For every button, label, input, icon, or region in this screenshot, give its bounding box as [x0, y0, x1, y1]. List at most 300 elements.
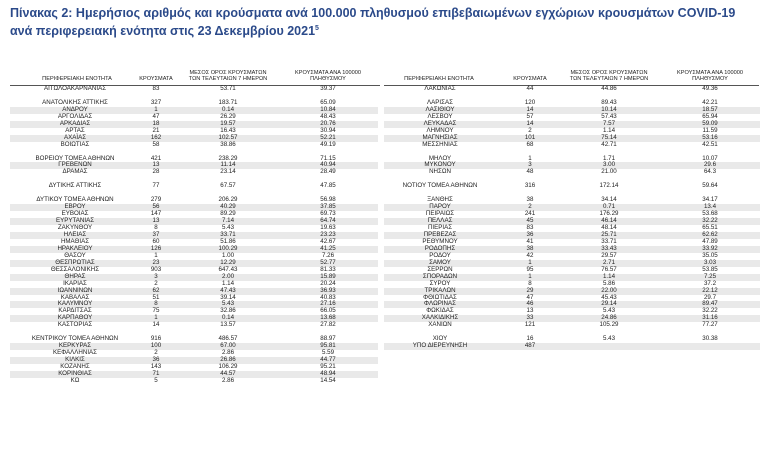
cell-avg: 10.14: [601, 105, 617, 113]
cell-cases: 18: [152, 119, 160, 127]
cell-unit: ΖΑΚΥΝΘΟΥ: [57, 224, 93, 231]
cell-avg: 2.71: [602, 258, 616, 266]
cell-cases: 2: [528, 203, 532, 211]
cell-rate: 65.09: [320, 98, 336, 106]
cell-unit: ΡΟΔΟΥ: [429, 251, 451, 259]
cell-rate: 10.84: [320, 105, 336, 113]
cell-unit: ΕΥΡΥΤΑΝΙΑΣ: [55, 217, 95, 225]
cell-avg: 486.57: [218, 335, 238, 343]
cell-cases: 916: [150, 335, 162, 343]
cell-unit: ΜΗΛΟΥ: [428, 154, 452, 162]
cell-cases: 1: [528, 154, 532, 162]
header-unit: [384, 76, 494, 82]
cell-avg: 23.14: [220, 168, 236, 176]
cell-cases: 101: [524, 133, 536, 141]
cell-avg: 67.57: [220, 182, 236, 190]
cell-avg: 33.71: [601, 237, 617, 245]
cell-avg: 21.00: [601, 168, 617, 176]
cell-rate: 48.43: [320, 112, 336, 120]
cell-rate: 48.94: [320, 369, 336, 377]
cell-avg: 26.29: [220, 112, 236, 120]
cell-unit: ΑΝΔΡΟΥ: [62, 105, 88, 113]
cell-rate: 64.3: [703, 168, 717, 176]
cell-cases: 38: [526, 196, 534, 204]
cell-rate: 37.2: [703, 279, 717, 287]
cell-cases: 23: [152, 258, 160, 266]
cell-unit: ΓΡΕΒΕΝΩΝ: [58, 161, 92, 169]
cell-rate: 69.73: [320, 210, 336, 218]
cell-cases: 62: [152, 286, 160, 294]
cell-rate: 36.93: [320, 286, 336, 294]
cell-avg: 5.43: [221, 224, 235, 231]
cell-avg: 1.14: [221, 279, 235, 287]
cell-avg: 29.14: [601, 300, 617, 308]
header-cases-text: ΚΡΟΥΣΜΑΤΑ: [139, 76, 173, 82]
cell-cases: 316: [524, 182, 536, 190]
cell-cases: 8: [154, 300, 158, 308]
header-unit: [18, 76, 136, 82]
cell-rate: 47.85: [320, 182, 336, 190]
cell-avg: 26.86: [220, 356, 236, 364]
cell-cases: 327: [150, 98, 162, 106]
cell-cases: 16: [526, 335, 534, 343]
cell-cases: 46: [526, 300, 534, 308]
cell-rate: 7.25: [703, 272, 717, 280]
cell-cases: 77: [152, 182, 160, 190]
cell-unit: ΜΑΓΝΗΣΙΑΣ: [422, 133, 458, 141]
cell-rate: 20.24: [320, 279, 336, 287]
cell-cases: 44: [526, 85, 534, 92]
cell-avg: 89.29: [220, 210, 236, 218]
cell-unit: ΞΑΝΘΗΣ: [427, 196, 453, 204]
cell-avg: 89.43: [601, 98, 617, 106]
cell-avg: 25.71: [601, 230, 617, 238]
cell-rate: 64.74: [320, 217, 336, 225]
header-rate: [660, 70, 760, 82]
cell-cases: 100: [150, 342, 162, 350]
cell-unit: ΛΑΣΙΘΙΟΥ: [425, 105, 455, 113]
cell-unit: ΑΡΤΑΣ: [65, 126, 85, 134]
cell-unit: ΚΕΝΤΡΙΚΟΥ ΤΟΜΕΑ ΑΘΗΝΩΝ: [31, 335, 119, 343]
cell-cases: 2: [154, 349, 158, 357]
cell-rate: 28.49: [320, 168, 336, 176]
table-row: [384, 86, 764, 93]
cell-avg: 48.14: [601, 224, 617, 231]
cell-cases: 2: [154, 279, 158, 287]
cell-cases: 8: [528, 279, 532, 287]
cell-rate: 66.05: [320, 307, 336, 315]
cell-unit: ΚΟΡΙΝΘΙΑΣ: [58, 369, 92, 377]
table-row: [384, 142, 764, 149]
cell-avg: 33.71: [220, 230, 236, 238]
table-row: [384, 322, 764, 329]
cell-avg: 0.71: [602, 203, 616, 211]
header-avg-line2: ΤΩΝ ΤΕΛΕΥΤΑΙΩΝ 7 ΗΜΕΡΩΝ: [188, 76, 268, 82]
page-title: [10, 6, 760, 39]
cell-rate: 44.77: [320, 356, 336, 364]
cell-unit: ΠΡΕΒΕΖΑΣ: [423, 230, 457, 238]
cell-avg: 19.57: [220, 119, 236, 127]
cell-rate: 32.22: [702, 217, 718, 225]
cell-rate: 39.37: [320, 85, 336, 92]
cell-unit: ΠΕΙΡΑΙΩΣ: [425, 210, 455, 218]
cell-rate: 19.63: [320, 224, 336, 231]
cell-rate: 22.12: [702, 286, 718, 294]
cell-cases: 42: [526, 251, 534, 259]
cell-unit: ΘΗΡΑΣ: [64, 272, 86, 280]
cell-avg: 67.00: [220, 342, 236, 350]
header-cases-text: ΚΡΟΥΣΜΑΤΑ: [513, 76, 547, 82]
cell-avg: 34.14: [601, 196, 617, 204]
cell-rate: 49.36: [702, 85, 718, 92]
cell-avg: 44.57: [220, 369, 236, 377]
cell-unit: ΑΡΓΟΛΙΔΑΣ: [57, 112, 93, 120]
cell-unit: ΜΕΣΣΗΝΙΑΣ: [422, 140, 458, 148]
cell-unit: ΦΘΙΩΤΙΔΑΣ: [423, 293, 457, 301]
cell-unit: ΘΑΣΟΥ: [64, 251, 86, 259]
cell-cases: 13: [152, 217, 160, 225]
cell-rate: 47.89: [702, 237, 718, 245]
cell-rate: 31.16: [702, 314, 718, 322]
cell-cases: 47: [526, 293, 534, 301]
cell-unit: ΝΗΣΩΝ: [429, 168, 451, 176]
header-avg: [559, 70, 659, 82]
header-avg-line1: ΜΕΣΟΣ ΟΡΟΣ ΚΡΟΥΣΜΑΤΩΝ: [189, 70, 267, 76]
cell-cases: 487: [524, 342, 536, 350]
cell-avg: 12.29: [220, 258, 236, 266]
cell-rate: 42.67: [320, 237, 336, 245]
cell-avg: 32.86: [220, 307, 236, 315]
cell-avg: 2.86: [221, 349, 235, 357]
cell-cases: 48: [526, 168, 534, 176]
cell-avg: 7.14: [221, 217, 235, 225]
cell-rate: 77.27: [702, 321, 718, 329]
cell-unit: ΣΑΜΟΥ: [429, 258, 451, 266]
cell-rate: 27.82: [320, 321, 336, 329]
cell-unit: ΘΕΣΠΡΩΤΙΑΣ: [55, 258, 95, 266]
cell-unit: ΚΟΖΑΝΗΣ: [60, 363, 90, 370]
cell-cases: 14: [152, 321, 160, 329]
cell-avg: 13.57: [220, 321, 236, 329]
cell-avg: 1.71: [602, 154, 616, 162]
cell-rate: 81.33: [320, 265, 336, 273]
cell-unit: ΒΟΡΕΙΟΥ ΤΟΜΕΑ ΑΘΗΝΩΝ: [35, 154, 115, 162]
cell-unit: ΛΕΥΚΑΔΑΣ: [423, 119, 457, 127]
header-avg-line2: ΤΩΝ ΤΕΛΕΥΤΑΙΩΝ 7 ΗΜΕΡΩΝ: [569, 76, 649, 82]
cell-unit: ΚΩ: [70, 376, 80, 384]
cell-rate: 10.07: [702, 154, 718, 162]
cell-cases: 47: [152, 112, 160, 120]
cell-avg: 238.29: [218, 154, 238, 162]
cell-unit: ΚΕΡΚΥΡΑΣ: [58, 342, 92, 350]
cell-unit: ΑΧΑΪΑΣ: [63, 133, 87, 141]
cell-unit: ΚΑΡΠΑΘΟΥ: [57, 314, 93, 322]
cell-cases: 162: [150, 133, 162, 141]
cell-avg: 1.14: [602, 272, 616, 280]
cell-rate: 89.47: [702, 300, 718, 308]
cell-cases: 71: [152, 369, 160, 377]
title-footnote: 5: [315, 25, 319, 32]
cell-rate: 88.97: [320, 335, 336, 343]
cell-unit: ΧΙΟΥ: [432, 335, 448, 343]
cell-cases: 29: [526, 286, 534, 294]
cell-cases: 147: [150, 210, 162, 218]
cell-avg: 0.14: [221, 314, 235, 322]
cell-rate: 35.05: [702, 251, 718, 259]
cell-rate: 14.54: [320, 376, 336, 384]
cell-rate: 40.94: [320, 161, 336, 169]
cell-rate: 40.83: [320, 293, 336, 301]
cell-rate: 59.64: [702, 182, 718, 190]
header-unit-text: ΠΕΡΙΦΕΡΕΙΑΚΗ ΕΝΟΤΗΤΑ: [42, 76, 112, 82]
cell-unit: ΑΙΤΩΛΟΑΚΑΡΝΑΝΙΑΣ: [43, 85, 107, 92]
cell-rate: 33.92: [702, 244, 718, 252]
cell-avg: 5.86: [602, 279, 616, 287]
cell-rate: 62.62: [702, 230, 718, 238]
cell-cases: 13: [152, 161, 160, 169]
cell-cases: 13: [526, 307, 534, 315]
cell-avg: 75.14: [601, 133, 617, 141]
cell-rate: 15.89: [320, 272, 336, 280]
cell-avg: 3.00: [602, 161, 616, 169]
cell-avg: 51.86: [220, 237, 236, 245]
cell-rate: 32.22: [702, 307, 718, 315]
cell-avg: 53.71: [220, 85, 236, 92]
cell-unit: ΠΑΡΟΥ: [429, 203, 451, 211]
cell-unit: ΚΑΒΑΛΑΣ: [60, 293, 90, 301]
cell-avg: 0.14: [221, 105, 235, 113]
cell-unit: ΚΑΡΔΙΤΣΑΣ: [58, 307, 92, 315]
cell-rate: 3.03: [703, 258, 717, 266]
cell-cases: 95: [526, 265, 534, 273]
cell-avg: 172.14: [599, 182, 619, 190]
table-row: [0, 322, 380, 329]
cell-rate: 23.23: [320, 230, 336, 238]
cell-avg: 39.14: [220, 293, 236, 301]
cell-cases: 421: [150, 154, 162, 162]
cell-avg: 38.86: [220, 140, 236, 148]
cell-cases: 51: [152, 293, 160, 301]
cell-rate: 71.15: [320, 154, 336, 162]
cell-rate: 13.68: [320, 314, 336, 322]
cell-cases: 1: [154, 105, 158, 113]
cell-cases: 143: [150, 363, 162, 370]
cell-cases: 8: [154, 224, 158, 231]
cell-avg: 647.43: [218, 265, 238, 273]
cell-rate: 59.09: [702, 119, 718, 127]
cell-cases: 14: [526, 105, 534, 113]
cell-unit: ΛΑΚΩΝΙΑΣ: [424, 85, 456, 92]
cell-avg: 46.14: [601, 217, 617, 225]
header-cases: [126, 76, 186, 82]
cell-unit: ΚΙΛΚΙΣ: [65, 356, 85, 364]
cell-unit: ΠΕΛΛΑΣ: [427, 217, 453, 225]
cell-rate: 65.94: [702, 112, 718, 120]
table-row: [384, 343, 764, 350]
cell-unit: ΣΕΡΡΩΝ: [427, 265, 453, 273]
cell-cases: 33: [526, 314, 534, 322]
cell-cases: 68: [526, 140, 534, 148]
cell-avg: 183.71: [218, 98, 238, 106]
cell-avg: 76.57: [601, 265, 617, 273]
cell-unit: ΘΕΣΣΑΛΟΝΙΚΗΣ: [50, 265, 100, 273]
cell-rate: 37.85: [320, 203, 336, 211]
cell-unit: ΑΝΑΤΟΛΙΚΗΣ ΑΤΤΙΚΗΣ: [42, 98, 108, 106]
cell-avg: 5.43: [602, 335, 616, 343]
cell-unit: ΔΥΤΙΚΗΣ ΑΤΤΙΚΗΣ: [48, 182, 102, 190]
cell-avg: 106.29: [218, 363, 238, 370]
cell-unit: ΙΩΑΝΝΙΝΩΝ: [57, 286, 93, 294]
cell-unit: ΚΑΣΤΟΡΙΑΣ: [57, 321, 93, 329]
cell-unit: ΗΛΕΙΑΣ: [63, 230, 87, 238]
cell-cases: 75: [152, 307, 160, 315]
cell-rate: 5.59: [321, 349, 335, 357]
header-rate-line1: ΚΡΟΥΣΜΑΤΑ ΑΝΑ 100000: [295, 70, 361, 76]
cell-unit: ΧΑΝΙΩΝ: [428, 321, 452, 329]
cell-rate: 18.57: [702, 105, 718, 113]
cell-rate: 27.16: [320, 300, 336, 308]
cell-unit: ΧΑΛΚΙΔΙΚΗΣ: [421, 314, 459, 322]
cell-cases: 83: [152, 85, 160, 92]
header-rate: [278, 70, 378, 82]
cell-cases: 3: [154, 272, 158, 280]
cell-avg: 1.14: [602, 126, 616, 134]
header-unit-text: ΠΕΡΙΦΕΡΕΙΑΚΗ ΕΝΟΤΗΤΑ: [404, 76, 474, 82]
cell-unit: ΗΜΑΘΙΑΣ: [60, 237, 90, 245]
cell-cases: 1: [154, 251, 158, 259]
cell-avg: 29.57: [601, 251, 617, 259]
cell-unit: ΔΡΑΜΑΣ: [62, 168, 88, 176]
cell-avg: 105.29: [599, 321, 619, 329]
cell-cases: 14: [526, 119, 534, 127]
cell-avg: 16.43: [220, 126, 236, 134]
header-rate-line2: ΠΛΗΘΥΣΜΟΥ: [310, 76, 346, 82]
cell-rate: 7.26: [321, 251, 335, 259]
cell-avg: 176.29: [599, 210, 619, 218]
cell-rate: 20.76: [320, 119, 336, 127]
cell-avg: 5.43: [602, 307, 616, 315]
cell-cases: 126: [150, 244, 162, 252]
cell-avg: 100.29: [218, 244, 238, 252]
cell-cases: 279: [150, 196, 162, 204]
cell-unit: ΕΥΒΟΙΑΣ: [61, 210, 89, 218]
cell-rate: 53.85: [702, 265, 718, 273]
cell-unit: ΜΥΚΟΝΟΥ: [424, 161, 456, 169]
header-rate-line1: ΚΡΟΥΣΜΑΤΑ ΑΝΑ 100000: [677, 70, 743, 76]
cell-avg: 102.57: [218, 133, 238, 141]
cell-unit: ΣΠΟΡΑΔΩΝ: [422, 272, 458, 280]
cell-unit: ΒΟΙΩΤΙΑΣ: [60, 140, 90, 148]
cell-rate: 95.81: [320, 342, 336, 350]
cell-unit: ΡΟΔΟΠΗΣ: [424, 244, 456, 252]
cell-rate: 30.94: [320, 126, 336, 134]
cell-avg: 7.57: [602, 119, 616, 127]
cell-unit: ΠΙΕΡΙΑΣ: [427, 224, 453, 231]
cell-rate: 95.21: [320, 363, 336, 370]
cell-rate: 52.77: [320, 258, 336, 266]
cell-avg: 206.29: [218, 196, 238, 204]
header-avg-line1: ΜΕΣΟΣ ΟΡΟΣ ΚΡΟΥΣΜΑΤΩΝ: [570, 70, 648, 76]
cell-unit: ΕΒΡΟΥ: [64, 203, 86, 211]
cell-avg: 24.86: [601, 314, 617, 322]
cell-unit: ΣΥΡΟΥ: [429, 279, 451, 287]
cell-unit: ΑΡΚΑΔΙΑΣ: [59, 119, 91, 127]
header-rate-line2: ΠΛΗΘΥΣΜΟΥ: [692, 76, 728, 82]
cell-cases: 241: [524, 210, 536, 218]
cell-cases: 36: [526, 230, 534, 238]
cell-unit: ΛΗΜΝΟΥ: [426, 126, 454, 134]
table-row: [0, 183, 380, 190]
title-text: Πίνακας 2: Ημερήσιος αριθμός και κρούσματα ανά 100.000 πληθυσμού επιβεβαιωμένων εγχώριων κρουσμάτων COVID-19 ανά περιφερειακή ενότητα στις 23 Δεκεμβρίου 2021: [10, 6, 736, 39]
cell-avg: 2.00: [221, 272, 235, 280]
cell-cases: 37: [152, 230, 160, 238]
cell-unit: ΚΕΦΑΛΛΗΝΙΑΣ: [52, 349, 97, 357]
cell-cases: 2: [528, 126, 532, 134]
cell-avg: 22.00: [601, 286, 617, 294]
table-row: [0, 169, 380, 176]
cell-rate: 30.38: [702, 335, 718, 343]
cell-cases: 58: [152, 140, 160, 148]
cell-cases: 5: [154, 376, 158, 384]
cell-avg: 1.00: [221, 251, 235, 259]
cell-rate: 53.16: [702, 133, 718, 141]
cell-rate: 53.68: [702, 210, 718, 218]
cell-cases: 36: [152, 356, 160, 364]
cell-avg: 11.14: [220, 161, 236, 169]
cell-cases: 38: [526, 244, 534, 252]
cell-cases: 21: [152, 126, 160, 134]
cell-rate: 42.51: [702, 140, 718, 148]
cell-rate: 29.7: [703, 293, 717, 301]
cell-unit: ΛΑΡΙΣΑΣ: [427, 98, 453, 106]
cell-cases: 903: [150, 265, 162, 273]
header-avg: [178, 70, 278, 82]
cell-avg: 57.43: [601, 112, 617, 120]
cell-rate: 29.6: [703, 161, 717, 169]
cell-cases: 1: [528, 272, 532, 280]
header-cases: [500, 76, 560, 82]
cell-cases: 41: [526, 237, 534, 245]
cell-avg: 47.43: [220, 286, 236, 294]
table-row: [384, 183, 764, 190]
cell-rate: 11.59: [702, 126, 718, 134]
cell-unit: ΔΥΤΙΚΟΥ ΤΟΜΕΑ ΑΘΗΝΩΝ: [36, 196, 114, 204]
cell-avg: 5.43: [221, 300, 235, 308]
cell-cases: 83: [526, 224, 534, 231]
cell-cases: 1: [154, 314, 158, 322]
cell-cases: 60: [152, 237, 160, 245]
cell-unit: ΦΛΩΡΙΝΑΣ: [424, 300, 456, 308]
cell-rate: 49.19: [320, 140, 336, 148]
table-row: [384, 169, 764, 176]
cell-rate: 41.25: [320, 244, 336, 252]
cell-unit: ΙΚΑΡΙΑΣ: [63, 279, 87, 287]
cell-cases: 45: [526, 217, 534, 225]
cell-unit: ΥΠΟ ΔΙΕΡΕΥΝΗΣΗ: [412, 342, 468, 350]
cell-unit: ΛΕΣΒΟΥ: [427, 112, 453, 120]
cell-unit: ΝΟΤΙΟΥ ΤΟΜΕΑ ΑΘΗΝΩΝ: [402, 182, 478, 190]
cell-cases: 56: [152, 203, 160, 211]
cell-unit: ΗΡΑΚΛΕΙΟΥ: [57, 244, 93, 252]
cell-cases: 121: [524, 321, 536, 329]
cell-avg: 44.86: [601, 85, 617, 92]
cell-unit: ΡΕΘΥΜΝΟΥ: [422, 237, 458, 245]
cell-avg: 33.43: [601, 244, 617, 252]
cell-rate: 13.4: [703, 203, 717, 211]
cell-avg: 42.71: [601, 140, 617, 148]
cell-rate: 52.21: [320, 133, 336, 141]
cell-unit: ΦΩΚΙΔΑΣ: [426, 307, 454, 315]
